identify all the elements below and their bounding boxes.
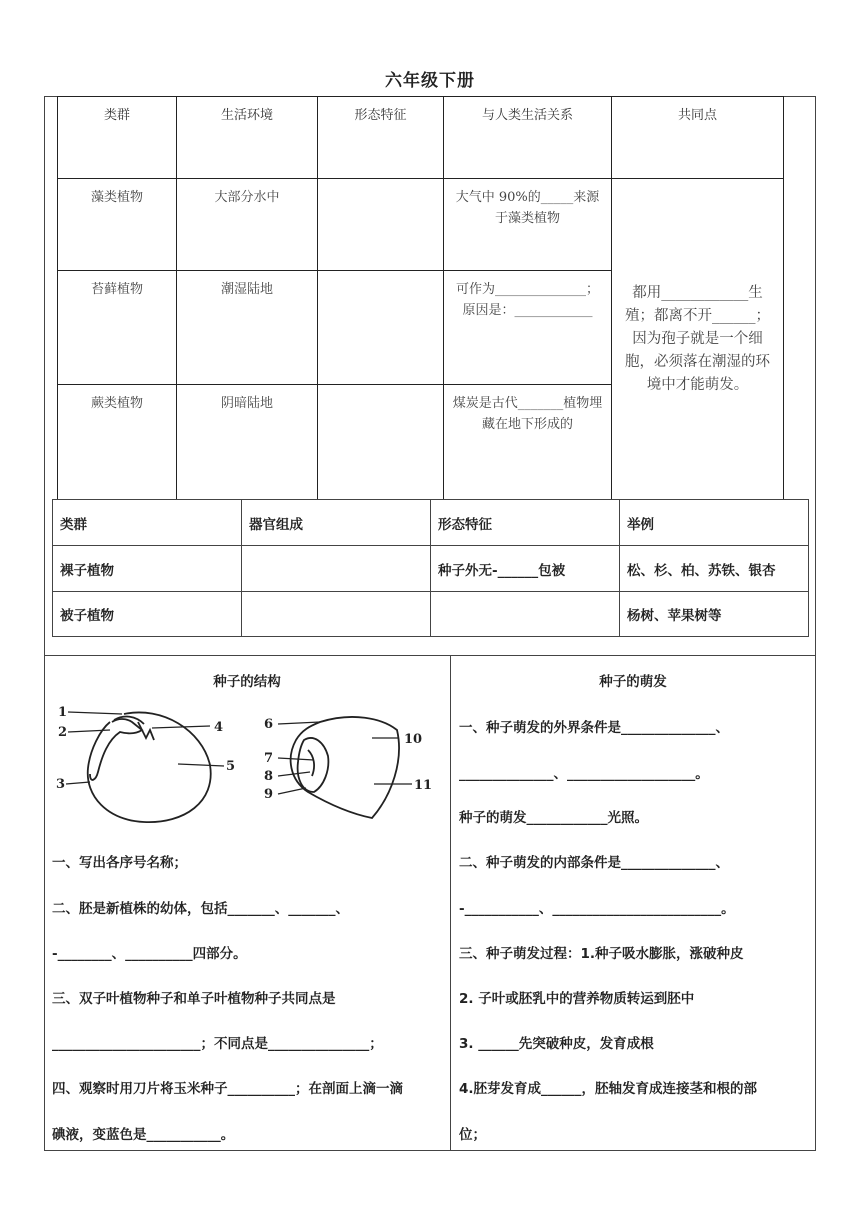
corn-embryo bbox=[298, 738, 329, 792]
seed-plants-table bbox=[52, 499, 809, 637]
diagram-label: 8 bbox=[264, 769, 274, 784]
diagram-label: 7 bbox=[264, 751, 274, 766]
header-cell: 类群 bbox=[58, 97, 177, 179]
header-cell: 与人类生活关系 bbox=[444, 97, 612, 179]
group-cell: 蕨类植物 bbox=[58, 385, 177, 500]
relation-cell: 大气中 90%的_____来源于藻类植物 bbox=[444, 179, 612, 271]
germination-question: 3. ______先突破种皮，发育成根 bbox=[459, 1036, 654, 1052]
seed-structure-diagram bbox=[52, 700, 442, 830]
table-row bbox=[53, 592, 809, 637]
germination-question: 位； bbox=[459, 1127, 486, 1143]
diagram-label: 9 bbox=[264, 787, 274, 802]
features-cell bbox=[431, 592, 620, 637]
habitat-cell: 潮湿陆地 bbox=[177, 271, 318, 385]
header-cell: 生活环境 bbox=[177, 97, 318, 179]
germination-question: -___________、_________________________。 bbox=[459, 901, 735, 917]
germination-question: ______________、___________________。 bbox=[459, 766, 709, 782]
seed-germination-heading: 种子的萌发 bbox=[599, 674, 667, 690]
diagram-label: 6 bbox=[264, 717, 274, 732]
structure-question: 碘液，变蓝色是___________。 bbox=[52, 1127, 235, 1143]
example-cell: 杨树、苹果树等 bbox=[620, 592, 809, 637]
germination-question: 二、种子萌发的内部条件是______________、 bbox=[459, 855, 729, 871]
example-cell: 松、杉、柏、苏铁、银杏 bbox=[620, 546, 809, 592]
relation-cell: 煤炭是古代_______植物埋藏在地下形成的 bbox=[444, 385, 612, 500]
group-cell: 苔藓植物 bbox=[58, 271, 177, 385]
diagram-label: 11 bbox=[414, 778, 433, 793]
bean-embryo bbox=[90, 719, 142, 780]
table-header-row bbox=[53, 500, 809, 546]
structure-question: 三、双子叶植物种子和单子叶植物种子共同点是 bbox=[52, 991, 336, 1007]
header-cell: 类群 bbox=[53, 500, 242, 546]
header-cell: 举例 bbox=[620, 500, 809, 546]
habitat-cell: 阴暗陆地 bbox=[177, 385, 318, 500]
features-cell bbox=[318, 179, 444, 271]
corn-seed-outline bbox=[291, 717, 399, 818]
diagram-label: 10 bbox=[404, 732, 423, 747]
structure-question: -________、__________四部分。 bbox=[52, 946, 247, 962]
bean-seed-outline bbox=[88, 712, 211, 822]
group-cell: 被子植物 bbox=[53, 592, 242, 637]
diagram-label: 5 bbox=[226, 759, 236, 774]
diagram-label: 3 bbox=[56, 777, 66, 792]
germination-question: 三、种子萌发过程：1.种子吸水膨胀，涨破种皮 bbox=[459, 946, 744, 962]
common-cell: 都用____________生殖；都离不开______；因为孢子就是一个细胞，必须落在潮湿的环境中才能萌发。 bbox=[612, 179, 784, 500]
header-cell: 形态特征 bbox=[431, 500, 620, 546]
features-cell bbox=[318, 385, 444, 500]
structure-question: 二、胚是新植株的幼体，包括_______、_______、 bbox=[52, 901, 349, 917]
page-title: 六年级下册 bbox=[385, 71, 475, 91]
section-divider bbox=[44, 655, 816, 656]
organs-cell bbox=[242, 592, 431, 637]
diagram-label: 4 bbox=[214, 720, 224, 735]
germination-question: 2. 子叶或胚乳中的营养物质转运到胚中 bbox=[459, 991, 695, 1007]
organs-cell bbox=[242, 546, 431, 592]
features-cell: 种子外无-______包被 bbox=[431, 546, 620, 592]
spore-plants-table bbox=[57, 96, 784, 500]
table-header-row bbox=[58, 97, 784, 179]
header-cell: 共同点 bbox=[612, 97, 784, 179]
header-cell: 器官组成 bbox=[242, 500, 431, 546]
group-cell: 藻类植物 bbox=[58, 179, 177, 271]
structure-question: ______________________；不同点是_______________； bbox=[52, 1036, 383, 1052]
germination-question: 一、种子萌发的外界条件是______________、 bbox=[459, 720, 729, 736]
group-cell: 裸子植物 bbox=[53, 546, 242, 592]
structure-question: 四、观察时用刀片将玉米种子__________；在剖面上滴一滴 bbox=[52, 1081, 403, 1097]
seed-structure-heading: 种子的结构 bbox=[213, 674, 281, 690]
germination-question: 种子的萌发____________光照。 bbox=[459, 810, 648, 826]
diagram-label: 1 bbox=[58, 705, 68, 720]
diagram-label: 2 bbox=[58, 725, 68, 740]
structure-question: 一、写出各序号名称； bbox=[52, 855, 187, 871]
column-divider bbox=[450, 656, 451, 1151]
header-cell: 形态特征 bbox=[318, 97, 444, 179]
relation-cell: 可作为______________；原因是：____________ bbox=[444, 271, 612, 385]
germination-question: 4.胚芽发育成______，胚轴发育成连接茎和根的部 bbox=[459, 1081, 758, 1097]
table-row bbox=[58, 179, 784, 271]
habitat-cell: 大部分水中 bbox=[177, 179, 318, 271]
table-row bbox=[53, 546, 809, 592]
features-cell bbox=[318, 271, 444, 385]
